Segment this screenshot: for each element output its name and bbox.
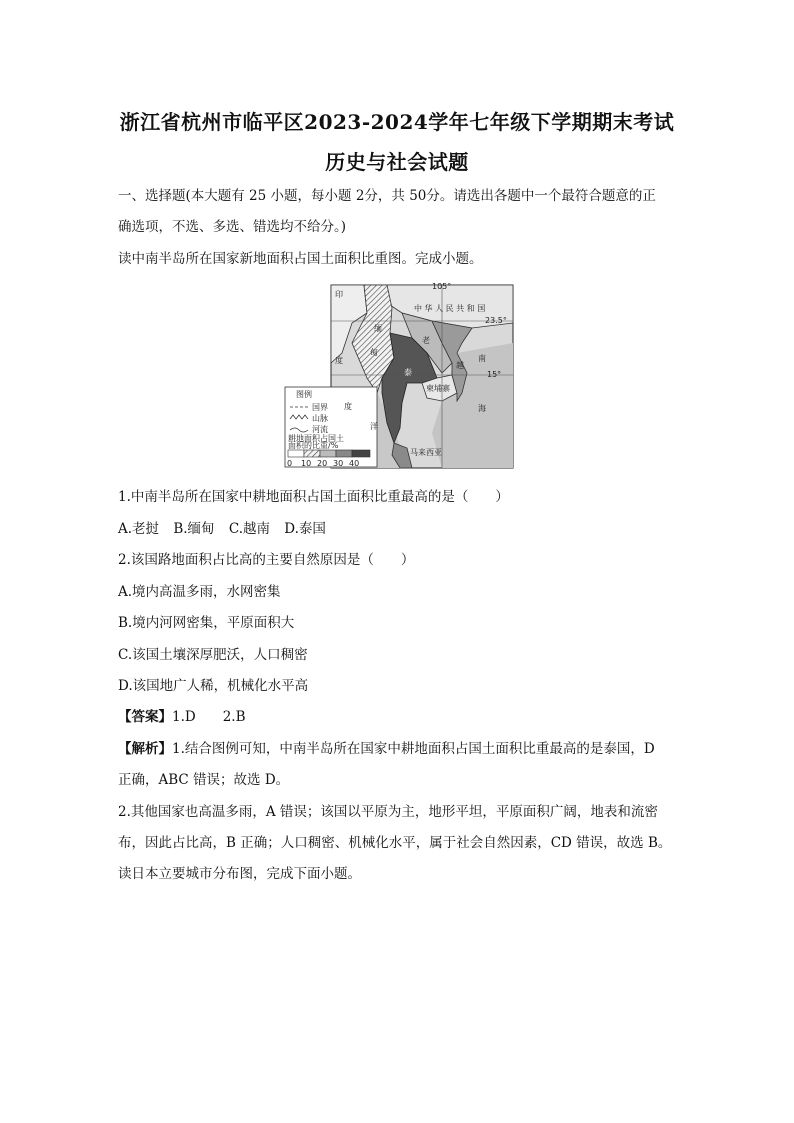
question-2-option-b[interactable]: B.境内河网密集，平原面积大 (118, 615, 295, 631)
analysis-line-2: 正确，ABC 错误；故选 D。 (118, 772, 290, 788)
legend-tick-20: 20 (317, 459, 328, 468)
passage-intro: 读中南半岛所在国家新地面积占国土面积比重图。完成小题。 (118, 251, 483, 267)
indochina-map-figure (282, 283, 514, 469)
section-intro-line2: 确选项，不选、多选、错选均不给分。) (118, 219, 347, 235)
ocean-label-du: 度 (344, 402, 352, 411)
analysis-line-3: 2.其他国家也高温多雨，A 错误；该国以平原为主，地形平坦，平原面积广阔，地表和流密 (118, 804, 658, 820)
sea-label-south: 南 (478, 354, 486, 363)
exam-title-line2: 历史与社会试题 (325, 150, 469, 174)
analysis-text-1: 1.结合图例可知，中南半岛所在国家中耕地面积占国土面积比重最高的是泰国，D (172, 741, 655, 757)
question-2-option-d[interactable]: D.该国地广人稀，机械化水平高 (118, 678, 309, 694)
question-1-option-b[interactable]: B.缅甸 (173, 521, 215, 537)
latitude-label-top: 23.5° (485, 316, 507, 325)
latitude-label-mid: 15° (487, 370, 502, 379)
legend-item-river: 河流 (312, 425, 328, 434)
analysis-line-4: 布，因此占比高，B 正确；人口稠密、机械化水平，属于社会自然因素，CD 错误，故选 B。 (118, 835, 672, 851)
legend-scale-title-2: 面积的比重/% (288, 441, 339, 450)
country-laos-label: 老 (422, 336, 430, 345)
question-1-options (118, 519, 688, 539)
question-2-stem: 2.该国路地面积占比高的主要自然原因是（ ） (118, 552, 415, 568)
legend-tick-40: 40 (349, 459, 360, 468)
analysis-label: 【解析】 (118, 741, 172, 757)
country-cambodia-label: 柬埔寨 (426, 384, 450, 393)
legend-item-border: 国界 (312, 403, 328, 412)
country-vietnam-label: 越 (456, 361, 464, 370)
section-intro-line1: 一、选择题(本大题有 25 小题，每小题 2分，共 50分。请选出各题中一个最符合题意的正 (118, 188, 656, 204)
legend-title: 图例 (296, 390, 312, 399)
country-thailand-label: 泰 (404, 368, 412, 377)
question-1-option-a[interactable]: A.老挝 (118, 521, 160, 537)
question-2-option-c[interactable]: C.该国土壤深厚肥沃，人口稠密 (118, 647, 308, 663)
answer-line (118, 707, 688, 727)
legend-tick-10: 10 (301, 459, 312, 468)
legend-scale-title-1: 耕地面积占国土 (288, 434, 344, 443)
country-myanmar-label: 缅 (374, 324, 382, 333)
legend-tick-0: 0 (287, 459, 293, 468)
analysis-line-1 (118, 739, 688, 759)
exam-title-line1: 浙江省杭州市临平区2023-2024学年七年级下学期期末考试 (119, 110, 675, 134)
passage-2-intro: 读日本立要城市分布图，完成下面小题。 (118, 866, 361, 882)
country-myanmar-label-2: 甸 (370, 348, 378, 357)
country-china-label: 中 华 人 民 共 和 国 (414, 304, 486, 313)
sea-label-hai: 海 (478, 404, 486, 413)
country-malaysia-label: 马来西亚 (410, 448, 442, 457)
question-1-option-d[interactable]: D.泰国 (284, 521, 326, 537)
country-india-label-2: 度 (335, 356, 343, 365)
question-1-option-c[interactable]: C.越南 (228, 521, 270, 537)
question-1-stem: 1.中南半岛所在国家中耕地面积占国土面积比重最高的是（ ） (118, 489, 509, 505)
answer-label: 【答案】 (118, 709, 172, 725)
answer-text: 1.D 2.B (172, 709, 246, 725)
country-india-label: 印 (335, 290, 343, 299)
ocean-label-yang: 洋 (370, 422, 378, 431)
legend-tick-30: 30 (333, 459, 344, 468)
question-2-option-a[interactable]: A.境内高温多雨，水网密集 (118, 584, 281, 600)
longitude-label: 105° (432, 283, 452, 291)
legend-item-mountain: 山脉 (312, 414, 328, 423)
